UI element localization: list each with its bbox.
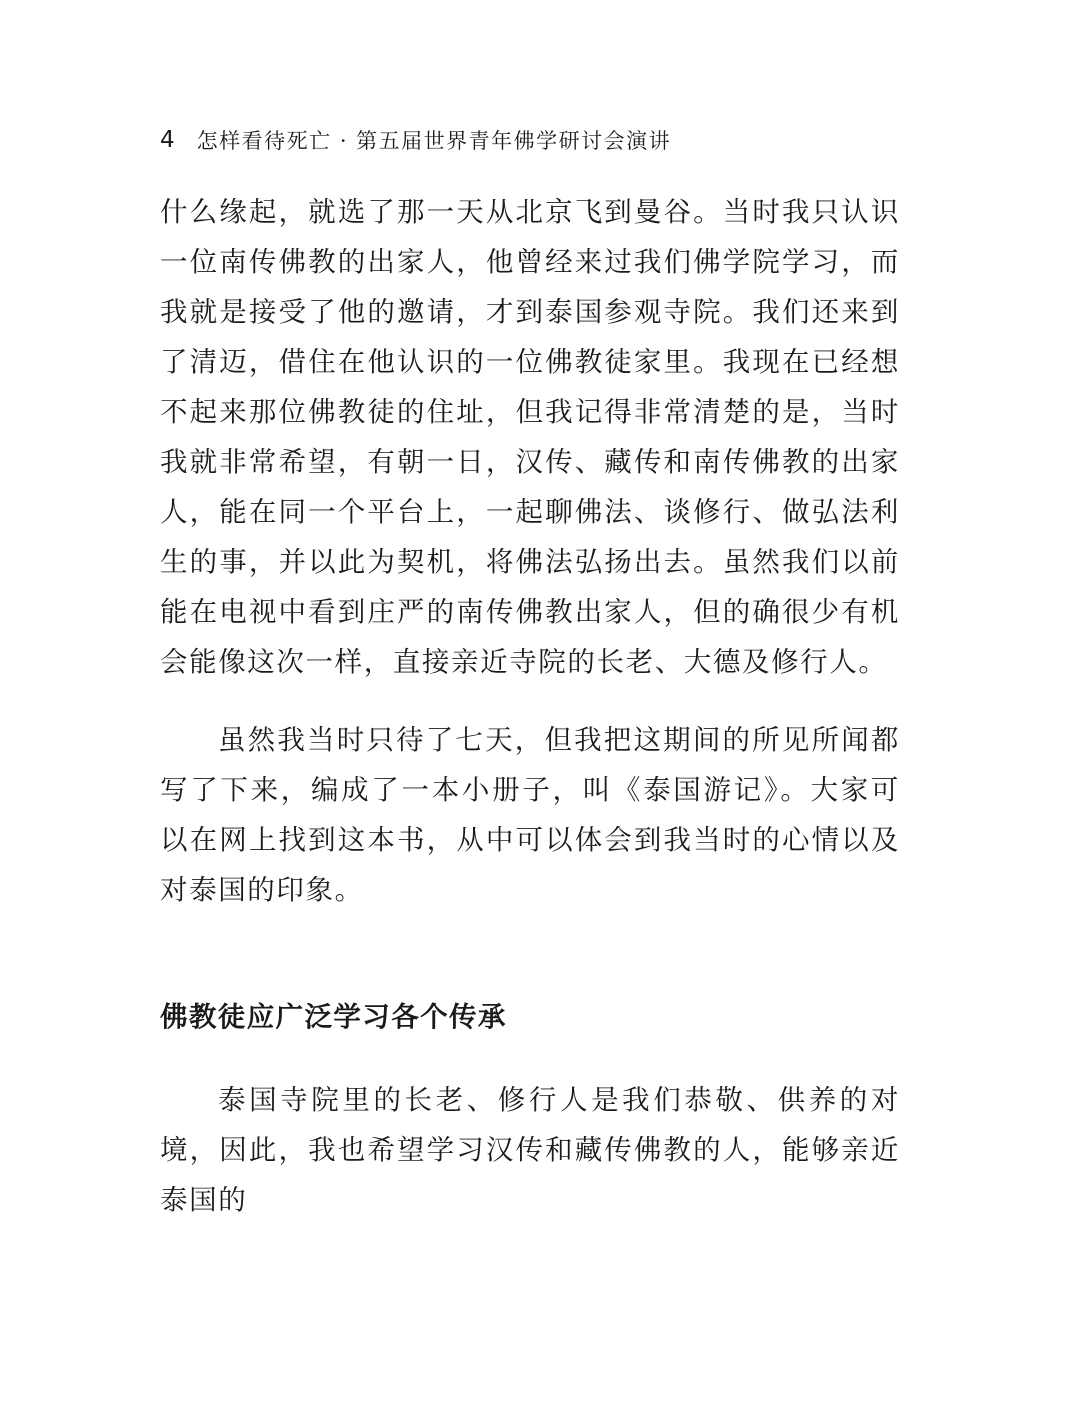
section-body-paragraph: 泰国寺院里的长老、修行人是我们恭敬、供养的对境，因此，我也希望学习汉传和藏传佛教的人，能够亲近泰国的 (160, 1084, 900, 1216)
running-title: 怎样看待死亡 · 第五届世界青年佛学研讨会演讲 (196, 129, 672, 153)
body-paragraph-continued: 什么缘起，就选了那一天从北京飞到曼谷。当时我只认识一位南传佛教的出家人，他曾经来过我们佛学院学习，而我就是接受了他的邀请，才到泰国参观寺院。我们还来到了清迈，借住在他认识的一位佛教徒家里。我现在已经想不起来那位佛教徒的住址，但我记得非常清楚的是，当时我就非常希望，有朝一日，汉传、藏传和南传佛教的出家人，能在同一个平台上，一起聊佛法、谈修行、做弘法利生的事，并以此为契机，将佛法弘扬出去。虽然我们以前能在电视中看到庄严的南传佛教出家人，但的确很少有机会能像这次一样，直接亲近寺院的长老、大德及修行人。 (160, 196, 900, 678)
section-heading: 佛教徒应广泛学习各个传承 (160, 1001, 507, 1033)
page-number: 4 (160, 127, 175, 153)
body-paragraph: 虽然我当时只待了七天，但我把这期间的所见所闻都写了下来，编成了一本小册子，叫《泰国游记》。大家可以在网上找到这本书，从中可以体会到我当时的心情以及对泰国的印象。 (160, 724, 900, 906)
running-header (160, 122, 671, 158)
